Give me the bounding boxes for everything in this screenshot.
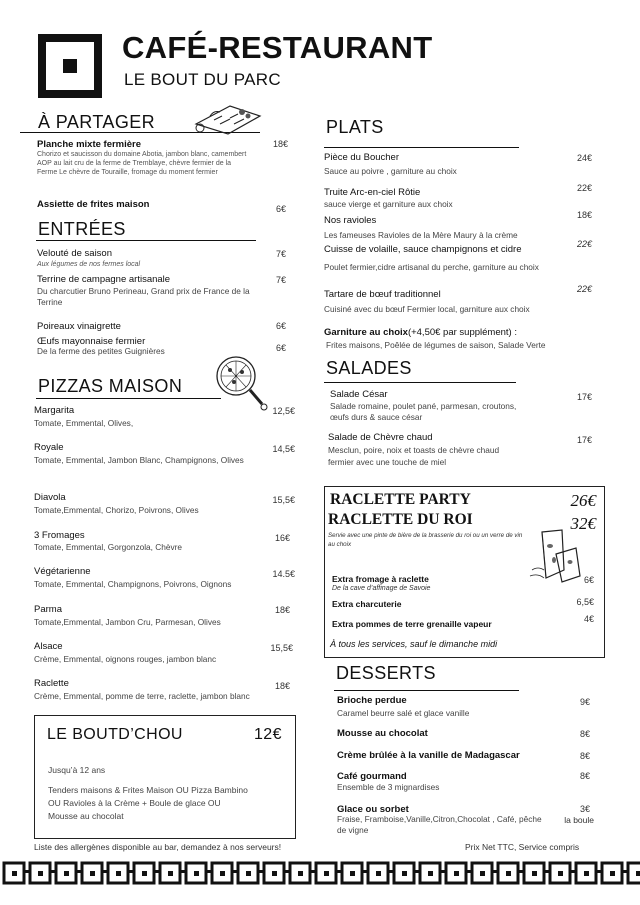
item-raclette-pizza-price: 18€ bbox=[274, 681, 290, 691]
item-alsace-desc: Crème, Emmental, oignons rouges, jambon blanc bbox=[34, 654, 217, 664]
section-rule bbox=[334, 690, 519, 691]
item-ravioles-desc: Les fameuses Ravioles de la Mère Maury à la crème bbox=[324, 230, 518, 240]
item-truite-desc: sauce vierge et garniture aux choix bbox=[324, 199, 453, 209]
item-frites-name: Assiette de frites maison bbox=[37, 199, 150, 210]
item-cesar-price: 17€ bbox=[576, 392, 592, 402]
dessert-creme-brulee-name: Crème brûlée à la vanille de Madagascar bbox=[337, 750, 520, 761]
item-truite-price: 22€ bbox=[576, 183, 592, 193]
raclette-roi-note: Servie avec une pinte de bière de la brasserie du roi ou un verre de vin au choix bbox=[328, 532, 523, 549]
raclette-roi-price: 32€ bbox=[570, 514, 596, 533]
item-poireaux-name: Poireaux vinaigrette bbox=[37, 321, 121, 332]
section-rule bbox=[324, 382, 516, 383]
item-royale-desc: Tomate, Emmental, Jambon Blanc, Champignons, Olives bbox=[34, 455, 244, 465]
dessert-creme-brulee-price: 8€ bbox=[579, 751, 590, 761]
item-parma-price: 18€ bbox=[274, 605, 290, 615]
extra-charcuterie-name: Extra charcuterie bbox=[332, 599, 402, 609]
item-tartare-name: Tartare de bœuf traditionnel bbox=[324, 289, 441, 300]
item-3fromages-desc: Tomate, Emmental, Gorgonzola, Chèvre bbox=[34, 542, 183, 552]
dessert-glace-name: Glace ou sorbet bbox=[337, 804, 409, 815]
section-rule bbox=[36, 398, 221, 399]
item-ravioles-name: Nos ravioles bbox=[324, 215, 377, 226]
garniture-desc: Frites maisons, Poêlée de légumes de saison, Salade Verte bbox=[326, 340, 546, 350]
item-poireaux-price: 6€ bbox=[275, 321, 286, 331]
prices-note: Prix Net TTC, Service compris bbox=[465, 842, 580, 852]
extra-fromage-price: 6€ bbox=[583, 575, 594, 585]
item-diavola-name: Diavola bbox=[34, 492, 66, 503]
item-parma-name: Parma bbox=[34, 604, 62, 615]
item-volaille-name: Cuisse de volaille, sauce champignons et cidre bbox=[324, 244, 522, 255]
item-chevre-price: 17€ bbox=[576, 435, 592, 445]
item-boucher-price: 24€ bbox=[576, 153, 592, 163]
kids-menu-title: LE BOUTD’CHOU bbox=[47, 726, 183, 743]
item-ravioles-price: 18€ bbox=[576, 210, 592, 220]
section-rule bbox=[36, 240, 256, 241]
section-title-partager: À PARTAGER bbox=[38, 112, 156, 132]
dessert-brioche-name: Brioche perdue bbox=[337, 695, 407, 706]
decorative-border-pattern bbox=[0, 860, 640, 890]
dessert-glace-price: 3€ bbox=[579, 804, 590, 814]
section-rule bbox=[324, 147, 519, 148]
item-3fromages-price: 16€ bbox=[274, 533, 290, 543]
kids-menu-price: 12€ bbox=[254, 726, 282, 743]
dessert-glace-desc: Fraise, Framboise,Vanille,Citron,Chocolat , Café, pêche de vigne bbox=[337, 814, 542, 835]
item-planche-name: Planche mixte fermière bbox=[37, 139, 142, 150]
dessert-mousse-name: Mousse au chocolat bbox=[337, 728, 428, 739]
restaurant-title: CAFÉ-RESTAURANT bbox=[122, 30, 433, 65]
dessert-brioche-desc: Caramel beurre salé et glace vanille bbox=[337, 708, 470, 718]
item-chevre-name: Salade de Chèvre chaud bbox=[328, 432, 433, 443]
item-veloute-name: Velouté de saison bbox=[37, 248, 113, 259]
section-title-entrees: ENTRÉES bbox=[38, 219, 126, 239]
item-alsace-name: Alsace bbox=[34, 641, 63, 652]
item-tartare-desc: Cuisiné avec du bœuf Fermier local, garniture aux choix bbox=[324, 304, 530, 314]
item-boucher-name: Pièce du Boucher bbox=[324, 152, 399, 163]
item-terrine-name: Terrine de campagne artisanale bbox=[37, 274, 171, 285]
item-vegetarienne-desc: Tomate, Emmental, Champignons, Poivrons, Oignons bbox=[34, 579, 232, 589]
item-royale-name: Royale bbox=[34, 442, 64, 453]
item-truite-name: Truite Arc-en-ciel Rôtie bbox=[324, 187, 421, 198]
dessert-cafe-gourmand-desc: Ensemble de 3 mignardises bbox=[337, 782, 440, 792]
item-vegetarienne-price: 14.5€ bbox=[272, 569, 295, 579]
extra-charcuterie-price: 6,5€ bbox=[576, 597, 594, 607]
item-parma-desc: Tomate,Emmental, Jambon Cru, Parmesan, Olives bbox=[34, 617, 221, 627]
item-boucher-desc: Sauce au poivre , garniture au choix bbox=[324, 166, 457, 176]
item-volaille-desc: Poulet fermier,cidre artisanal du perche, garniture au choix bbox=[324, 262, 539, 272]
item-margarita-price: 12,5€ bbox=[272, 406, 295, 416]
kids-menu-desc: Tenders maisons & Frites Maison OU Pizza Bambino OU Ravioles à la Crème + Boule de glace OU Mousse au chocolat bbox=[48, 785, 248, 822]
raclette-party-price: 26€ bbox=[570, 491, 596, 510]
item-veloute-price: 7€ bbox=[275, 249, 286, 259]
allergens-note: Liste des allergènes disponible au bar, demandez à nos serveurs! bbox=[34, 842, 282, 852]
item-volaille-price: 22€ bbox=[576, 239, 592, 249]
item-diavola-desc: Tomate,Emmental, Chorizo, Poivrons, Olives bbox=[34, 505, 199, 515]
item-planche-price: 18€ bbox=[272, 139, 288, 149]
item-terrine-price: 7€ bbox=[275, 275, 286, 285]
item-terrine-desc: Du charcutier Bruno Perineau, Grand prix de France de la Terrine bbox=[37, 286, 250, 307]
raclette-roi-title: RACLETTE DU ROI bbox=[328, 511, 473, 528]
item-raclette-pizza-desc: Crème, Emmental, pomme de terre, raclette, jambon blanc bbox=[34, 691, 250, 701]
item-tartare-price: 22€ bbox=[576, 284, 592, 294]
kids-menu-age: Jusqu’à 12 ans bbox=[48, 765, 106, 775]
section-title-salades: SALADES bbox=[326, 358, 412, 378]
garniture-extra: (+4,50€ par supplément) : bbox=[407, 327, 517, 338]
dessert-glace-price-note: la boule bbox=[564, 815, 594, 825]
item-margarita-name: Margarita bbox=[34, 405, 75, 416]
restaurant-subtitle: LE BOUT DU PARC bbox=[124, 70, 281, 89]
item-oeufs-desc: De la ferme des petites Guignières bbox=[37, 346, 165, 356]
extra-fromage-name: Extra fromage à raclette bbox=[332, 574, 429, 584]
item-oeufs-name: Œufs mayonnaise fermier bbox=[37, 336, 146, 347]
logo-dot bbox=[63, 59, 77, 73]
item-cesar-desc: Salade romaine, poulet pané, parmesan, croutons, œufs durs & sauce césar bbox=[330, 401, 517, 422]
extra-pommes-name: Extra pommes de terre grenaille vapeur bbox=[332, 619, 492, 629]
raclette-note: À tous les services, sauf le dimanche midi bbox=[330, 639, 498, 649]
charcuterie-board-illustration bbox=[190, 98, 264, 138]
item-diavola-price: 15,5€ bbox=[272, 495, 295, 505]
item-alsace-price: 15,5€ bbox=[270, 643, 293, 653]
section-title-desserts: DESSERTS bbox=[336, 663, 436, 683]
extra-pommes-price: 4€ bbox=[583, 614, 594, 624]
item-raclette-pizza-name: Raclette bbox=[34, 678, 69, 689]
item-vegetarienne-name: Végétarienne bbox=[34, 566, 91, 577]
item-planche-desc: Chorizo et saucisson du domaine Abotia, jambon blanc, camembert AOP au lait cru de la ferme de Tremblaye, chèvre fermier de la Ferme Le chèvre de Touraille, fromage du moment fermier bbox=[37, 151, 247, 177]
garniture-label: Garniture au choix bbox=[324, 327, 408, 338]
item-oeufs-price: 6€ bbox=[275, 343, 286, 353]
section-title-pizzas: PIZZAS MAISON bbox=[38, 376, 183, 396]
extra-fromage-desc: De la cave d’affinage de Savoie bbox=[332, 585, 431, 592]
dessert-mousse-price: 8€ bbox=[579, 729, 590, 739]
pizza-board-illustration bbox=[214, 352, 268, 412]
dessert-cafe-gourmand-name: Café gourmand bbox=[337, 771, 407, 782]
item-cesar-name: Salade César bbox=[330, 389, 388, 400]
item-royale-price: 14,5€ bbox=[272, 444, 295, 454]
item-3fromages-name: 3 Fromages bbox=[34, 530, 85, 541]
item-margarita-desc: Tomate, Emmental, Olives, bbox=[34, 418, 134, 428]
garniture-line bbox=[324, 327, 517, 338]
item-chevre-desc: Mesclun, poire, noix et toasts de chèvre chaud fermier avec une touche de miel bbox=[328, 445, 500, 468]
item-frites-price: 6€ bbox=[275, 204, 286, 214]
item-veloute-desc: Aux légumes de nos fermes local bbox=[37, 261, 141, 268]
raclette-party-title: RACLETTE PARTY bbox=[330, 491, 471, 508]
dessert-cafe-gourmand-price: 8€ bbox=[579, 771, 590, 781]
section-title-plats: PLATS bbox=[326, 117, 384, 137]
dessert-brioche-price: 9€ bbox=[579, 697, 590, 707]
